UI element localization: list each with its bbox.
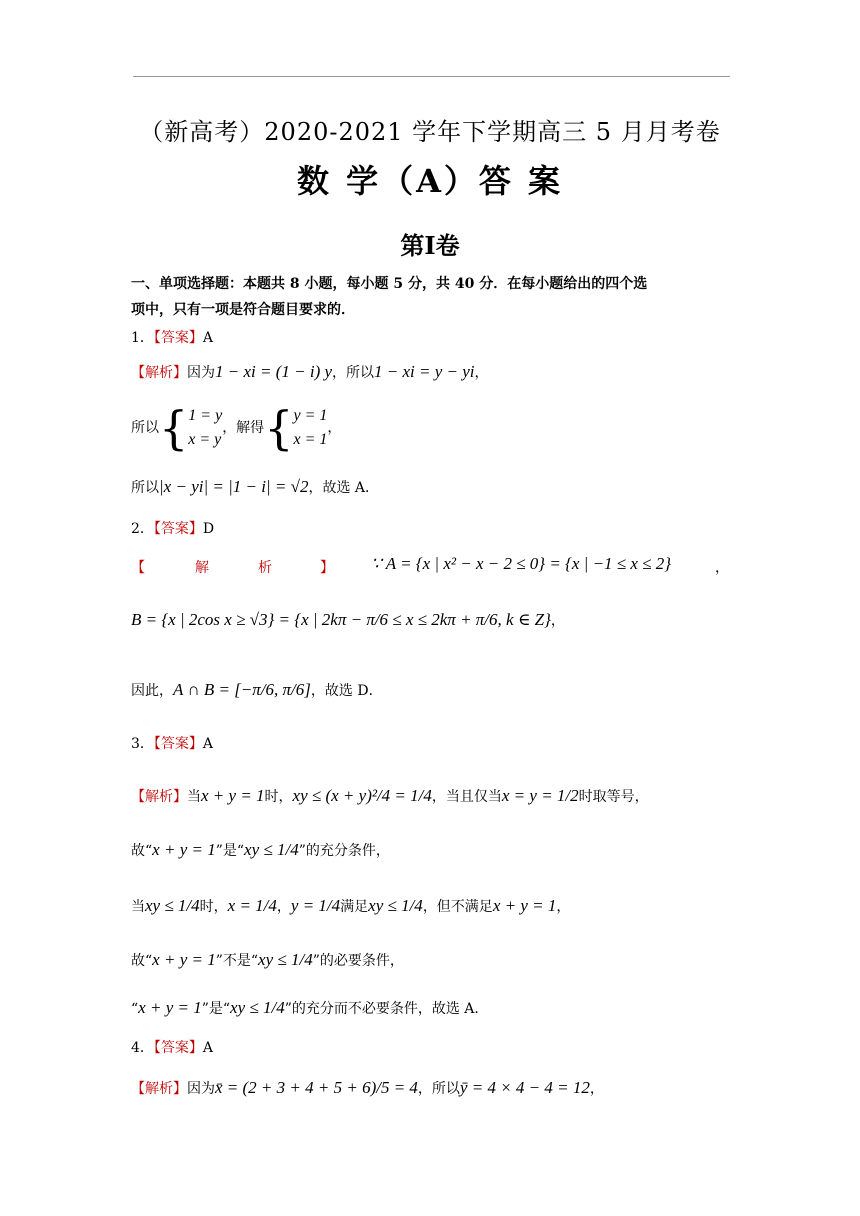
analysis-label-part: 】: [320, 560, 334, 576]
equation: ȳ = 4 × 4 − 4 = 12: [459, 1078, 590, 1097]
q2-answer-line: [131, 518, 214, 538]
text: ”的充分而不必要条件，故选 A．: [284, 1001, 489, 1017]
equation: x + y = 1: [152, 950, 216, 969]
q3-answer-line: [131, 733, 213, 753]
q3-line4: [131, 950, 404, 970]
text: 时取等号，: [578, 789, 649, 805]
text: 所以: [131, 420, 159, 436]
q4-line1: [131, 1078, 604, 1098]
q4-number: 4．: [131, 1040, 154, 1056]
text: 满足: [340, 899, 369, 915]
q3-line1: [131, 786, 649, 806]
equation: x = y: [188, 431, 222, 448]
equation: B = {x | 2cos x ≥ √3} =: [131, 610, 295, 629]
equation: 1 − xi = y − yi: [374, 362, 475, 381]
text: ，解得: [222, 420, 265, 436]
text: ，: [589, 1081, 604, 1097]
q2-number: 2．: [131, 521, 154, 537]
analysis-label-part: 析: [258, 560, 272, 576]
answer-label: 【答案】: [153, 1040, 203, 1056]
q2-answer: D: [202, 521, 215, 537]
answer-label: 【答案】: [153, 330, 203, 346]
equation: xy ≤ 1/4: [145, 896, 200, 915]
equation: 1 − xi = (1 − i) y: [215, 362, 333, 381]
text: ，: [550, 613, 565, 629]
q1-line3: [131, 477, 379, 497]
text: 时，: [264, 789, 293, 805]
equation: xy ≤ 1/4: [244, 840, 299, 859]
left-brace: {: [159, 401, 189, 455]
equation: y = 1/4: [290, 896, 341, 915]
equation-system: [188, 404, 222, 452]
equation: y = 1: [293, 407, 328, 424]
equation: A ∩ B = [−π/6, π/6]: [173, 680, 311, 699]
equation: x + y = 1: [201, 786, 265, 805]
equation: ∵ A = {x | x² − x − 2 ≤ 0} = {x | −1 ≤ x ≤ 2}: [371, 554, 672, 573]
answer-label: 【答案】: [153, 736, 203, 752]
q3-line3: [131, 896, 570, 916]
q3-answer: A: [202, 736, 214, 752]
equation: xy ≤ (x + y)²/4 = 1/4: [292, 786, 432, 805]
q1-line1: [131, 362, 489, 382]
text: ，: [474, 365, 489, 381]
text: ”是“: [215, 843, 245, 859]
analysis-label: 【解析】: [131, 1081, 187, 1097]
equation-system: [293, 404, 327, 452]
equation: xy ≤ 1/4: [258, 950, 313, 969]
text: ，: [276, 899, 291, 915]
q3-number: 3．: [131, 736, 154, 752]
text: 时，: [199, 899, 228, 915]
text: ”的必要条件，: [312, 953, 404, 969]
left-brace: {: [264, 401, 294, 455]
text: 当: [131, 899, 145, 915]
section-heading-line1: 一、单项选择题：本题共 8 小题，每小题 5 分，共 40 分．在每小题给出的四个选: [131, 276, 648, 292]
equation: xy ≤ 1/4: [230, 998, 285, 1017]
equation: xy ≤ 1/4: [368, 896, 423, 915]
q1-line2: [131, 401, 342, 455]
text: 所以: [131, 480, 159, 496]
text: ，: [327, 420, 342, 436]
q3-line2: [131, 840, 390, 860]
text: ，当且仅当: [431, 789, 502, 805]
text: 因此，: [131, 683, 173, 699]
q1-answer-line: [131, 327, 213, 347]
answer-label: 【答案】: [153, 521, 203, 537]
text: ，: [715, 560, 729, 576]
equation: x = 1/4: [227, 896, 277, 915]
equation: {x | 2kπ − π/6 ≤ x ≤ 2kπ + π/6, k ∈ Z}: [294, 610, 551, 629]
text: 因为: [187, 1081, 215, 1097]
q4-answer-line: [131, 1037, 213, 1057]
q1-answer: A: [202, 330, 214, 346]
equation: x + y = 1: [492, 896, 557, 915]
equation: |x − yi| = |1 − i| = √2: [159, 477, 309, 496]
equation: x = 1: [293, 431, 328, 448]
equation: x = y = 1/2: [501, 786, 579, 805]
text: ”是“: [201, 1001, 231, 1017]
text: 当: [187, 789, 201, 805]
header-rule: [133, 76, 730, 77]
text: ”不是“: [215, 953, 259, 969]
q3-line5: [131, 998, 488, 1018]
analysis-label: 【解析】: [131, 365, 187, 381]
exam-title: （新高考）2020-2021 学年下学期高三 5 月月考卷: [139, 118, 721, 146]
q2-line3: [131, 680, 383, 700]
equation: x + y = 1: [152, 840, 216, 859]
volume-title: 第Ⅰ卷: [400, 231, 460, 260]
text: ”的充分条件，: [298, 843, 390, 859]
text: ，但不满足: [422, 899, 493, 915]
text: ，所以: [332, 365, 375, 381]
text: 因为: [187, 365, 215, 381]
analysis-label-part: 【: [131, 560, 145, 576]
text: ，故选 D．: [310, 683, 383, 699]
equation: x̄ = (2 + 3 + 4 + 5 + 6)/5 = 4: [215, 1078, 418, 1097]
text: “: [131, 1001, 139, 1017]
section-heading-line2: 项中，只有一项是符合题目要求的．: [131, 302, 355, 318]
q4-answer: A: [202, 1040, 214, 1056]
text: ，故选 A．: [308, 480, 380, 496]
q1-number: 1．: [131, 330, 154, 346]
q2-line2: [131, 610, 565, 630]
text: 故“: [131, 953, 153, 969]
subject-title: 数 学（A）答 案: [296, 162, 564, 200]
text: ，所以: [417, 1081, 460, 1097]
analysis-label: 【解析】: [131, 789, 187, 805]
analysis-label-part: 解: [195, 560, 209, 576]
equation: 1 = y: [188, 407, 223, 424]
text: 故“: [131, 843, 153, 859]
equation: x + y = 1: [138, 998, 202, 1017]
text: ，: [556, 899, 571, 915]
